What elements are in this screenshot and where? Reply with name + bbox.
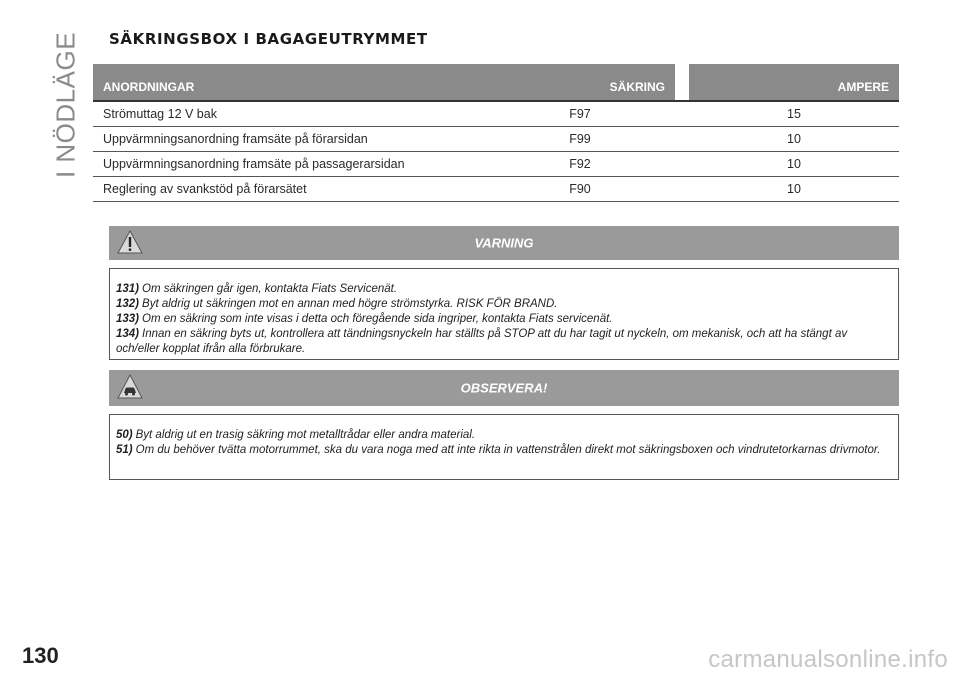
column-header-ampere: AMPERE: [689, 64, 899, 102]
note-box: [109, 414, 899, 480]
cell-ampere: 10: [689, 127, 899, 152]
cell-gap: [675, 127, 689, 152]
cell-gap: [675, 177, 689, 202]
warning-heading: VARNING: [474, 235, 534, 251]
column-header-devices: ANORDNINGAR: [93, 64, 485, 102]
cell-gap: [675, 102, 689, 127]
warning-item-number: 132): [116, 298, 140, 310]
note-item-number: 50): [116, 429, 133, 441]
cell-device: Uppvärmningsanordning framsäte på förarsidan: [93, 127, 485, 152]
table-row: [93, 127, 899, 152]
warning-item-number: 134): [116, 328, 140, 340]
header-gap: [675, 64, 689, 102]
warning-item: [116, 297, 890, 312]
section-side-label: [50, 30, 82, 180]
cell-device: Strömuttag 12 V bak: [93, 102, 485, 127]
warning-box: [109, 268, 899, 360]
warning-item: [116, 327, 890, 357]
warning-item-number: 131): [116, 283, 140, 295]
cell-ampere: 10: [689, 152, 899, 177]
table-row: [93, 152, 899, 177]
page-number: 130: [22, 643, 59, 668]
cell-fuse: F92: [485, 152, 675, 177]
column-header-fuse: SÄKRING: [485, 64, 675, 102]
note-item-number: 51): [116, 444, 133, 456]
cell-fuse: F90: [485, 177, 675, 202]
warning-item-number: 133): [116, 313, 140, 325]
note-header: [109, 370, 899, 406]
note-item: [116, 428, 890, 443]
cell-ampere: 15: [689, 102, 899, 127]
note-item-text: Om du behöver tvätta motorrummet, ska du vara noga med att inte rikta in vattenstrålen direkt mot säkringsboxen och vindrutetorkarnas drivmotor.: [135, 444, 881, 456]
cell-device: Reglering av svankstöd på förarsätet: [93, 177, 485, 202]
cell-ampere: 10: [689, 177, 899, 202]
warning-item-text: Innan en säkring byts ut, kontrollera att tändningsnyckeln har ställts på STOP att du har tagit ut nyckeln, om mekanisk, och att ha stängt av och/eller kopplat ifrån alla förbrukare.: [116, 328, 848, 355]
cell-device: Uppvärmningsanordning framsäte på passagerarsidan: [93, 152, 485, 177]
cell-gap: [675, 152, 689, 177]
warning-item: [116, 312, 890, 327]
section-side-label-text: I NÖDLÄGE: [50, 31, 81, 179]
cell-fuse: F99: [485, 127, 675, 152]
note-item: [116, 443, 890, 458]
warning-item-text: Om en säkring som inte visas i detta och föregående sida ingriper, kontakta Fiats servicenät.: [142, 313, 613, 325]
warning-item-text: Byt aldrig ut säkringen mot en annan med högre strömstyrka. RISK FÖR BRAND.: [142, 298, 558, 310]
warning-header: [109, 226, 899, 260]
fuse-table-header-row: [93, 64, 899, 102]
watermark: carmanualsonline.info: [708, 646, 948, 673]
page-title: SÄKRINGSBOX I BAGAGEUTRYMMET: [109, 30, 428, 48]
warning-item-text: Om säkringen går igen, kontakta Fiats Servicenät.: [142, 283, 398, 295]
fuse-table: [93, 64, 899, 202]
cell-fuse: F97: [485, 102, 675, 127]
table-row: [93, 102, 899, 127]
note-heading: OBSERVERA!: [460, 380, 548, 396]
warning-item: [116, 282, 890, 297]
table-row: [93, 177, 899, 202]
note-item-text: Byt aldrig ut en trasig säkring mot metalltrådar eller andra material.: [135, 429, 476, 441]
